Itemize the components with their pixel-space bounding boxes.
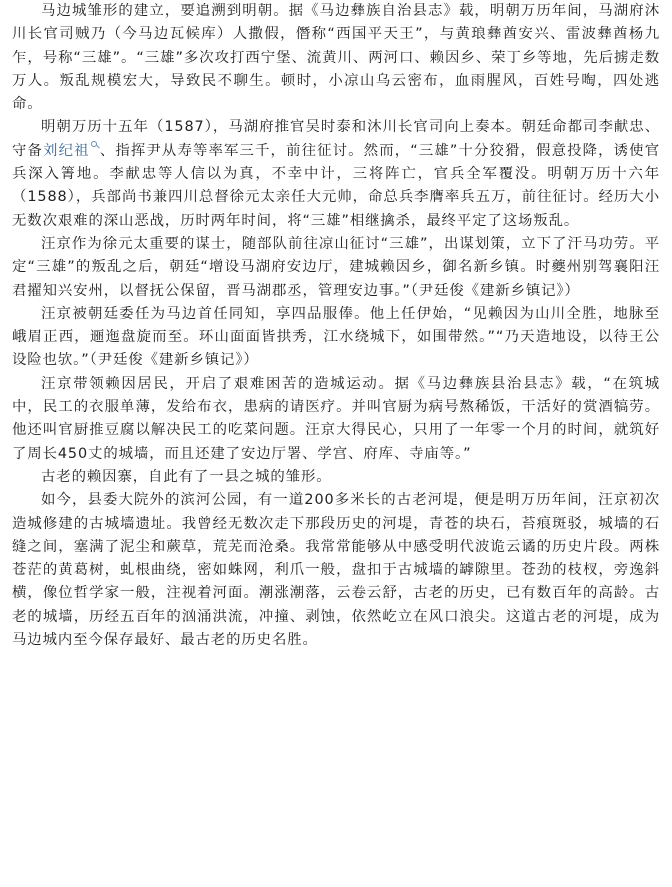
search-icon[interactable] (91, 141, 99, 149)
person-link[interactable]: 刘纪祖 (43, 142, 90, 159)
paragraph-3: 汪京作为徐元太重要的谋士，随部队前往凉山征讨“三雄”，出谋划策，立下了汗马功劳。平定“三雄”的叛乱之后，朝廷“增设马湖府安边厅，建城赖因乡，御名新乡镇。时夔州别驾襄阳汪君擢知兴安州，以督抚公保留，晋马湖郡丞，管理安边事。”（尹廷俊《建新乡镇记》） (12, 235, 660, 299)
paragraph-5: 汪京带领赖因居民，开启了艰难困苦的造城运动。据《马边彝族县治县志》载，“在筑城中，民工的衣服单薄，发给布衣，患病的请医疗。并叫官厨为病号熬稀饭，干活好的赏酒犒劳。他还叫官厨推豆腐以解决民工的吃菜问题。汪京大得民心，只用了一年零一个月的时间，就筑好了周长450丈的城墙，而且还建了安边厅署、学宫、府库、寺庙等。” (12, 375, 660, 462)
paragraph-4: 汪京被朝廷委任为马边首任同知，享四品服俸。他上任伊始，“见赖因为山川全胜，地脉至峨眉正西，逦迤盘旋而至。环山面面皆拱秀，江水绕城下，如围带然。”“乃天造地设，以待王公设险也欤。”（尹廷俊《建新乡镇记》） (12, 305, 660, 369)
article-body (12, 0, 660, 652)
paragraph-2-text-after: 、指挥尹从寿等率军三千，前往征讨。然而，“三雄”十分狡猾，假意投降，诱使官兵深入箐地。李献忠等人信以为真，不幸中计，三将阵亡，官兵全军覆没。明朝万历十六年（1588），兵部尚书兼四川总督徐元太亲任大元帅，命总兵李膺率兵五万，前往征讨。经历大小无数次艰难的深山恶战，历时两年时间，将“三雄”相继擒杀，最终平定了这场叛乱。 (12, 142, 660, 229)
paragraph-1: 马边城雏形的建立，要追溯到明朝。据《马边彝族自治县志》载，明朝万历年间，马湖府沐川长官司贼乃（今马边瓦候库）人撒假，僭称“西国平天王”，与黄琅彝酋安兴、雷波彝酋杨九乍，号称“三雄”。“三雄”多次攻打西宁堡、流黄川、两河口、赖因乡、荣丁乡等地，先后掳走数万人。叛乱规模宏大，导致民不聊生。顿时，小凉山乌云密布，血雨腥风，百姓号啕，四处逃命。 (12, 3, 660, 113)
paragraph-2-text-before: 明朝万历十五年（1587），马湖府推官吴时泰和沐川长官司向上奏本。朝廷命都司李献忠、守备 (12, 119, 660, 159)
paragraph-6: 古老的赖因寨，自此有了一县之城的雏形。 (41, 468, 332, 485)
paragraph-7: 如今，县委大院外的滨河公园，有一道200多米长的古老河堤，便是明万历年间，汪京初次造城修建的古城墙遗址。我曾经无数次走下那段历史的河堤，青苍的块石，苔痕斑驳，城墙的石缝之间，塞满了泥尘和蕨草，荒芜而沧桑。我常常能够从中感受明代波诡云谲的历史片段。两株苍茫的黄葛树，虬根曲绕，密如蛛网，利爪一般，盘扣于古城墙的罅隙里。苍劲的枝杈，旁逸斜横，像位哲学家一般，注视着河面。潮涨潮落，云卷云舒，古老的历史，已有数百年的高龄。古老的城墙，历经五百年的汹涌洪流，冲撞、剥蚀，依然屹立在风口浪尖。这道古老的河堤，成为马边城内至今保存最好、最古老的历史名胜。 (12, 492, 660, 649)
paragraph-2 (12, 116, 660, 232)
